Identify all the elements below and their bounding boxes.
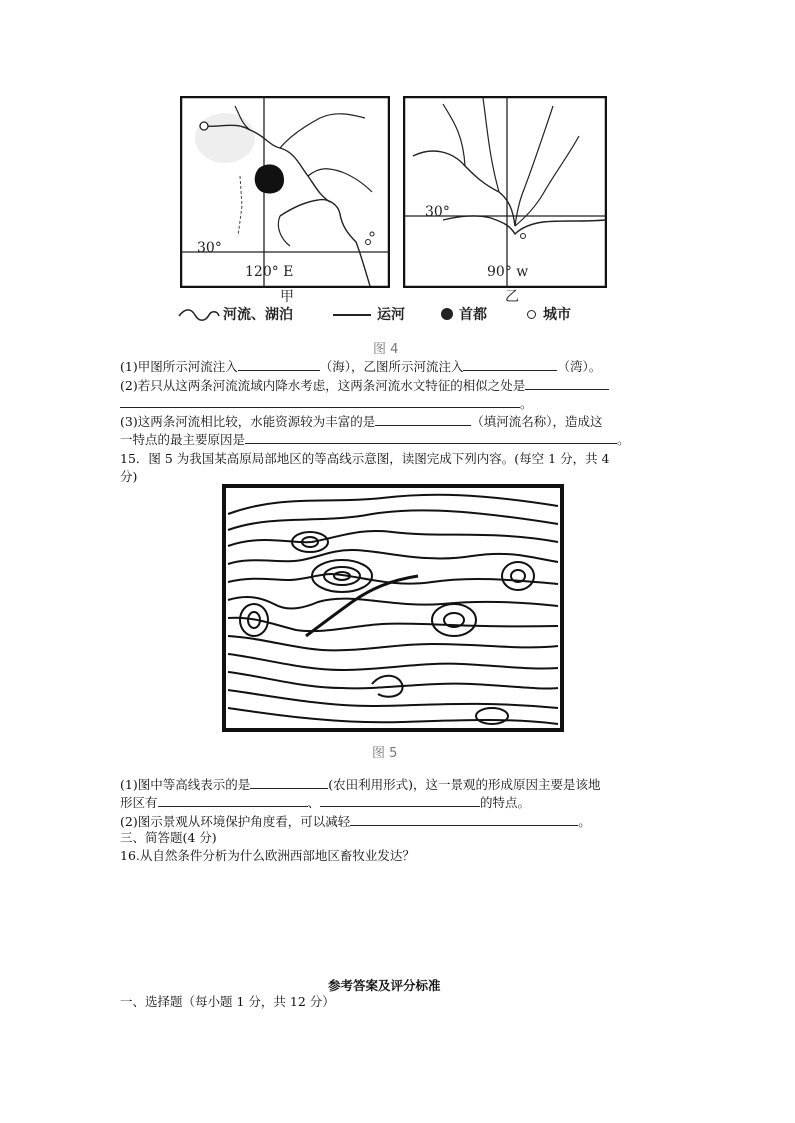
answers-title: 参考答案及评分标准 [328, 978, 441, 993]
q14-line-2b: 。 [120, 395, 533, 412]
answer-blank[interactable] [250, 776, 328, 789]
legend-city: 城市 [543, 307, 571, 323]
map-a-lon-label: 120° E [245, 264, 294, 280]
map-a-river-basin [180, 96, 390, 288]
answer-blank[interactable] [120, 395, 520, 408]
capital-legend-icon [441, 308, 453, 320]
figure-4-caption: 图 4 [373, 342, 399, 357]
q14-line-2: (2)若只从这两条河流流域内降水考虑，这两条河流水文特征的相似之处是 [120, 377, 609, 394]
legend-capital: 首都 [459, 307, 487, 323]
section-3-title: 三、简答题(4 分) [120, 830, 217, 845]
map-a-lat-label: 30° [197, 240, 222, 256]
map-b-lat-label: 30° [425, 204, 450, 220]
figure-4 [175, 92, 615, 357]
answer-blank[interactable] [350, 813, 578, 826]
answer-blank[interactable] [158, 794, 308, 807]
figure-5-contour-map [222, 484, 564, 734]
map-b-river-basin [403, 96, 607, 288]
q16-text: 16.从自然条件分析为什么欧洲西部地区畜牧业发达？ [120, 848, 415, 863]
answer-blank[interactable] [375, 413, 471, 426]
q15-line-2: 形区有 、 的特点。 [120, 795, 531, 810]
river-lake-legend-icon [177, 306, 221, 324]
q15-line-1: (1)图中等高线表示的是 (农田利用形式)，这一景观的形成原因主要是该地 [120, 777, 601, 792]
city-legend-icon [527, 310, 536, 319]
q14-line-1: (1)甲图所示河流注入 （海），乙图所示河流注入 （湾）。 [120, 359, 602, 374]
legend-river-lake: 河流、湖泊 [223, 307, 293, 323]
map-b-lon-label: 90° w [487, 264, 529, 280]
q15-line-3: (2)图示景观从环境保护角度看，可以减轻 。 [120, 814, 591, 829]
q14-line-4: 一特点的最主要原因是 。 [120, 432, 630, 447]
q15-stem-line-2: 分) [120, 469, 138, 484]
answer-blank[interactable] [463, 358, 557, 371]
q14-line-3: (3)这两条河流相比较，水能资源较为丰富的是 （填河流名称），造成这 [120, 414, 603, 429]
legend-canal: 运河 [377, 307, 405, 323]
figure-5-caption: 图 5 [372, 746, 398, 761]
answer-blank[interactable] [320, 794, 480, 807]
answer-blank[interactable] [238, 358, 320, 371]
map-a-name: 甲 [280, 289, 294, 305]
answer-blank[interactable] [245, 431, 617, 444]
canal-legend-icon [333, 314, 371, 316]
answers-section-1: 一、选择题（每小题 1 分，共 12 分） [120, 994, 335, 1009]
answer-blank[interactable] [525, 377, 609, 390]
q15-stem-line-1: 15．图 5 为我国某高原局部地区的等高线示意图，读图完成下列内容。(每空 1 分，共 4 [120, 451, 610, 466]
map-b-name: 乙 [505, 289, 519, 305]
